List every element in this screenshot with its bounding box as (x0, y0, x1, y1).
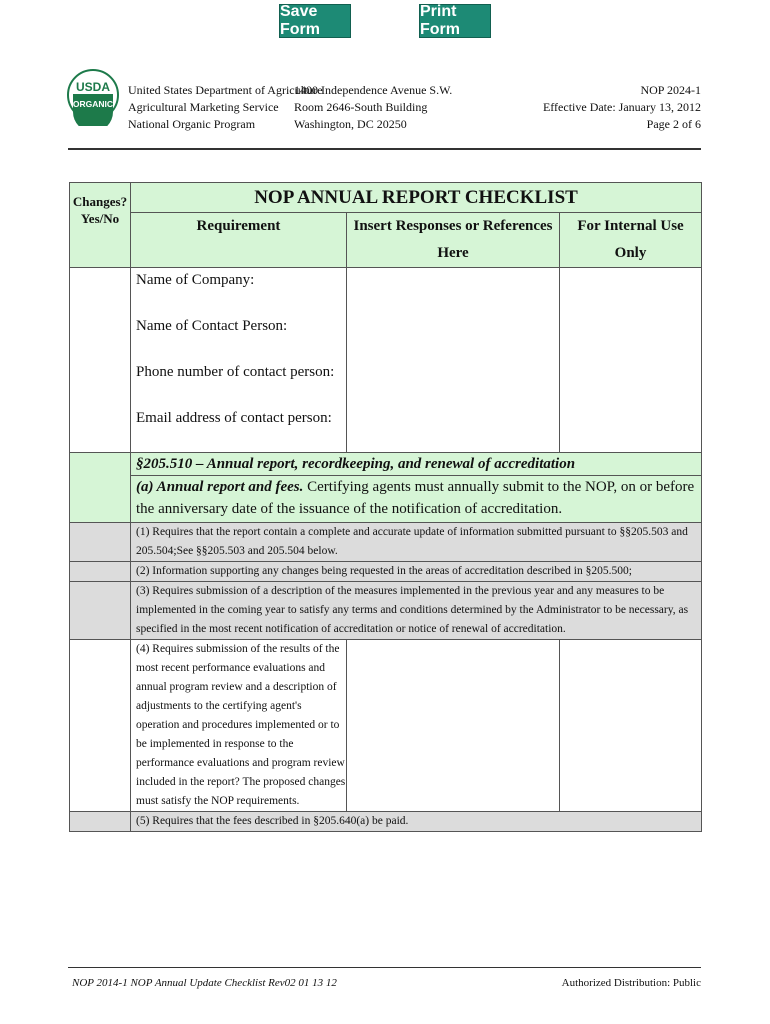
responses-column-header: Insert Responses or References Here (347, 213, 560, 268)
contact-internal-field[interactable] (560, 268, 702, 453)
item4-changes-cell[interactable] (70, 640, 131, 812)
header-divider (68, 148, 701, 150)
contact-person-label: Name of Contact Person: (136, 318, 288, 334)
contact-response-field[interactable] (347, 268, 560, 453)
print-form-button[interactable]: Print Form (419, 4, 491, 38)
checklist-table (69, 182, 702, 832)
changes-label: Changes? (72, 194, 128, 209)
phone-label: Phone number of contact person: (136, 364, 335, 380)
item3-changes-cell[interactable] (70, 582, 131, 640)
item5-changes-cell[interactable] (70, 812, 131, 832)
header-line: National Organic Program (128, 117, 256, 131)
effective-date: Effective Date: January 13, 2012 (542, 100, 701, 114)
requirement-item-5: (5) Requires that the fees described in §205.640(a) be paid. (131, 812, 702, 832)
yes-no-label: Yes/No (80, 211, 120, 226)
item4-internal-field[interactable] (560, 640, 702, 812)
internal-use-column-header: For Internal Use Only (560, 213, 702, 268)
changes-column-header (70, 183, 131, 268)
street-address-block (294, 82, 452, 133)
requirement-item-1: (1) Requires that the report contain a complete and accurate update of information submitted pursuant to §§205.503 and 205.504;See §§205.503 and 205.504 below. (131, 523, 702, 562)
header-line: United States Department of Agriculture (128, 83, 323, 97)
contact-info-cell (131, 268, 347, 453)
document-info-block (543, 82, 701, 133)
annual-report-text: Certifying agents must annually submit to the NOP, on or before the anniversary date of the issuance of the notification of accreditation. (136, 479, 695, 517)
section-heading: §205.510 – Annual report, recordkeeping, and renewal of accreditation (131, 453, 702, 476)
document-number: NOP 2024-1 (640, 83, 701, 97)
changes-cell[interactable] (70, 268, 131, 453)
footer-document-id: NOP 2014-1 NOP Annual Update Checklist Rev02 01 13 12 (72, 977, 337, 989)
header-line: Agricultural Marketing Service (128, 100, 279, 114)
checklist-title: NOP ANNUAL REPORT CHECKLIST (131, 183, 702, 213)
header-line: Room 2646-South Building (294, 100, 428, 114)
header-line: 1400 Independence Avenue S.W. (294, 83, 453, 97)
company-name-label: Name of Company: (136, 272, 255, 288)
item4-response-field[interactable] (347, 640, 560, 812)
footer-distribution: Authorized Distribution: Public (561, 977, 701, 989)
requirement-column-header: Requirement (131, 213, 347, 268)
section-changes-cell (70, 453, 131, 523)
logo-text-organic: ORGANIC (72, 99, 114, 109)
header-line: Washington, DC 20250 (294, 117, 407, 131)
footer-divider (68, 967, 701, 968)
page-number: Page 2 of 6 (646, 117, 701, 131)
email-label: Email address of contact person: (136, 410, 332, 426)
annual-report-paragraph (131, 476, 702, 523)
requirement-item-3: (3) Requires submission of a description of the measures implemented in the previous year and any measures to be implemented in the coming year to satisfy any terms and conditions determined by the Administrator to be necessary, as specified in the most recent notification of accreditation or notice of renewal of accreditation. (131, 582, 702, 640)
item2-changes-cell[interactable] (70, 562, 131, 582)
usda-organic-seal-icon (67, 64, 119, 126)
save-form-button[interactable]: Save Form (279, 4, 351, 38)
requirement-item-4: (4) Requires submission of the results of the most recent performance evaluations and annual program review and a description of adjustments to the certifying agent's operation and procedures implemented or to be implemented in response to the performance evaluations and program review included in the report? The proposed changes must satisfy the NOP requirements. (131, 640, 347, 812)
annual-report-lead: (a) Annual report and fees. (136, 479, 304, 495)
requirement-item-2: (2) Information supporting any changes being requested in the areas of accreditation described in §205.500; (131, 562, 702, 582)
logo-text-usda: USDA (75, 80, 111, 94)
item1-changes-cell[interactable] (70, 523, 131, 562)
